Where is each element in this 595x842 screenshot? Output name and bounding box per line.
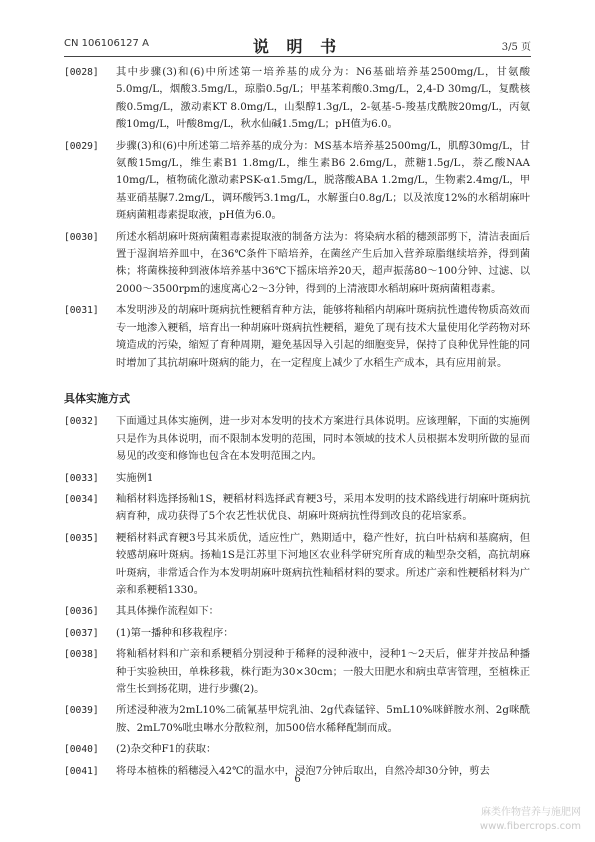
watermark-site-name: 麻类作物营养与施肥网 [481, 807, 581, 818]
watermark-url: www.fibercrops.com [479, 821, 581, 832]
paragraph-number: [0034] [64, 493, 99, 505]
paragraph-text: 其中步骤(3)和(6)中所述第一培养基的成分为：N6基础培养基2500mg/L，甘氨酸5.0mg/L，烟酸3.5mg/L，琼脂0.5g/L；甲基苯莉酸0.3mg/L，2,4-D 30mg/L，复酰核酸0.5mg/L，激动素KT 8.0mg/L，山梨醇1.3g/L，2-氨基-5-羧基戊酰胺20mg/L，丙氨酸10mg/L，叶酸8mg/L，秋水仙碱1.5mg/L；pH值为6.0。 [116, 66, 530, 131]
paragraph-0032 [64, 413, 530, 465]
paragraph-text: 所述浸种液为2mL10%二硫氰基甲烷乳油、2g代森锰锌、5mL10%咪鲜胺水剂、2g咪酰胺、2mL70%吡虫啉水分散粒剂，加500倍水稀释配制而成。 [116, 704, 530, 734]
paragraph-number: [0038] [64, 649, 99, 661]
patent-number: CN 106106127 A [64, 38, 149, 49]
page-indicator: 3/5 页 [501, 42, 531, 53]
page-number: 6 [294, 774, 301, 785]
document-body [64, 64, 530, 784]
paragraph-text: (2)杂交种F1的获取： [116, 743, 217, 756]
paragraph-0030 [64, 229, 530, 299]
paragraph-0036 [64, 603, 530, 620]
paragraph-number: [0032] [64, 416, 99, 428]
paragraph-0039 [64, 702, 530, 737]
paragraph-0034 [64, 491, 530, 526]
section-heading: 具体实施方式 [64, 391, 130, 405]
paragraph-number: [0039] [64, 705, 99, 717]
paragraph-text: 实施例1 [116, 471, 154, 484]
paragraph-0040 [64, 741, 530, 758]
paragraph-0037 [64, 625, 530, 642]
paragraph-text: 本发明涉及的胡麻叶斑病抗性粳稻育种方法，能够将籼稻内胡麻叶斑病抗性遗传物质高效而专一地渗入粳稻，培育出一种胡麻叶斑病抗性粳稻，避免了现有技术大量使用化学药物对环境造成的污染，缩短了育种周期，避免基因导入引起的细胞变异，保持了良种优异性能的同时增加了其抗胡麻叶斑病的能力，在一定程度上减少了水稻生产成本，具有应用前景。 [116, 304, 530, 369]
paragraph-number: [0033] [64, 472, 99, 484]
paragraph-text: 所述水稻胡麻叶斑病菌粗毒素提取液的制备方法为：将染病水稻的穗颈部剪下，清洁表面后置于湿润培养皿中，在36℃条件下暗培养，在菌丝产生后加入营养琼脂继续培养，得到菌株；将菌株接种到液体培养基中36℃下摇床培养20天，超声振荡80～100分钟、过滤、以2000～3500rpm的速度离心2～3分钟，得到的上清液即水稻胡麻叶斑病菌粗毒素。 [116, 230, 530, 295]
paragraph-0031 [64, 302, 530, 372]
watermark [480, 806, 581, 834]
page-header [64, 34, 531, 54]
paragraph-0029 [64, 138, 530, 225]
paragraph-text: 下面通过具体实施例，进一步对本发明的技术方案进行具体说明。应该理解，下面的实施例只是作为具体说明，而不限制本发明的范围，同时本领域的技术人员根据本发明所做的显而易见的改变和修饰也包含在本发明范围之内。 [116, 415, 530, 463]
paragraph-number: [0030] [64, 231, 99, 243]
paragraph-number: [0037] [64, 627, 99, 639]
paragraph-0035 [64, 530, 530, 600]
paragraph-text: 步骤(3)和(6)中所述第二培养基的成分为：MS基本培养基2500mg/L，肌醇30mg/L，甘氨酸15mg/L，维生素B1 1.8mg/L，维生素B6 2.6mg/L，蔗糖1.5g/L，萘乙酸NAA 10mg/L，植物硫化激动素PSK-α1.5mg/L，脱落酸ABA 1.2mg/L，生物素2.4mg/L，甲基亚硝基脲7.2mg/L，调环酸钙3.1mg/L，水解蛋白0.8g/L；以及浓度12%的水稻胡麻叶斑病菌粗毒素提取液，pH值为6.0。 [116, 139, 530, 222]
paragraph-number: [0040] [64, 744, 99, 756]
paragraph-0033 [64, 470, 530, 487]
paragraph-text: 籼稻材料选择扬籼1S，粳稻材料选择武育粳3号，采用本发明的技术路线进行胡麻叶斑病抗病育种，成功获得了5个农艺性状优良、胡麻叶斑病抗性得到改良的花培家系。 [116, 492, 530, 523]
paragraph-0038 [64, 646, 530, 698]
paragraph-text: 将籼稻材料和广亲和系粳稻分别浸种于稀释的浸种液中，浸种1～2天后，催芽并按品种播种于实验秧田，单株移栽，株行距为30×30cm；一般大田肥水和病虫草害管理，至植株正常生长到扬花期，进行步骤(2)。 [116, 648, 530, 695]
paragraph-number: [0029] [64, 140, 99, 152]
paragraph-number: [0036] [64, 606, 99, 618]
paragraph-text: (1)第一播种和移栽程序： [116, 626, 234, 639]
paragraph-text: 粳稻材料武育粳3号其米质优，适应性广，熟期适中，稳产性好，抗白叶枯病和基腐病，但较感胡麻叶斑病。扬籼1S是江苏里下河地区农业科学研究所育成的籼型杂交稻，高抗胡麻叶斑病，非常适合作为本发明胡麻叶斑病抗性籼稻材料的要求。所述广亲和性粳稻材料为广亲和系粳稻1330。 [116, 531, 530, 596]
document-title: 说 明 书 [252, 37, 343, 56]
paragraph-number: [0035] [64, 532, 99, 544]
paragraph-text: 将母本植株的稻穗浸入42℃的温水中，浸泡7分钟后取出，自然冷却30分钟，剪去 [116, 764, 490, 777]
paragraph-text: 其具体操作流程如下： [116, 605, 219, 618]
paragraph-0028 [64, 64, 530, 134]
paragraph-number: [0028] [64, 67, 99, 78]
paragraph-number: [0041] [64, 765, 99, 777]
header-divider [64, 56, 531, 57]
paragraph-number: [0031] [64, 305, 99, 317]
